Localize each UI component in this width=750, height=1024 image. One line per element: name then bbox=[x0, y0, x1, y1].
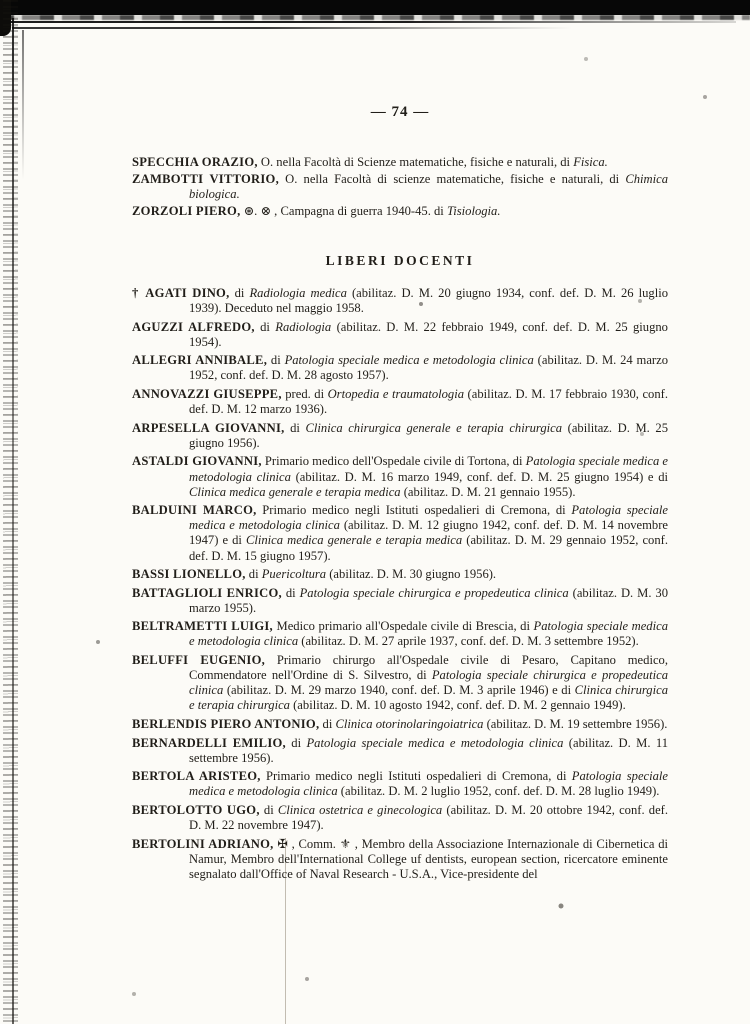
docent-entry bbox=[132, 736, 668, 766]
entry-text: Primario medico negli Istituti ospedalieri di Cremona, di bbox=[256, 503, 572, 518]
docent-entry bbox=[132, 619, 668, 649]
entry-subject: Clinica otorinolaringoiatrica bbox=[335, 716, 484, 731]
section-heading: LIBERI DOCENTI bbox=[325, 253, 475, 268]
entry-text: di bbox=[254, 319, 276, 334]
professor-entry bbox=[132, 204, 668, 219]
entry-text: di bbox=[259, 802, 278, 817]
entry-text: di bbox=[229, 286, 250, 300]
entry-text: (abilitaz. D. M. 11 settembre 1956). bbox=[189, 735, 668, 765]
page-number: — 74 — bbox=[370, 104, 430, 120]
professor-entry bbox=[132, 155, 668, 170]
entry-text: (abilitaz. D. M. 17 febbraio 1930, conf. def. D. M. 12 marzo 1936). bbox=[189, 387, 668, 417]
entry-text: di bbox=[245, 567, 262, 582]
entry-subject: Patologia speciale medica e metodologia clinica bbox=[189, 769, 669, 799]
entry-subject: Ortopedia e traumatologia bbox=[327, 387, 465, 402]
entry-text: (abilitaz. D. M. 22 febbraio 1949, conf. def. D. M. 25 giugno 1954). bbox=[189, 319, 668, 349]
docent-entry bbox=[132, 353, 668, 383]
entry-text: Medico primario all'Ospedale civile di Brescia, di bbox=[272, 619, 534, 634]
entry-text: (abilitaz. D. M. 21 gennaio 1955). bbox=[400, 484, 576, 499]
entry-text: Primario medico dell'Ospedale civile di Tortona, di bbox=[261, 454, 526, 469]
entry-name: AGUZZI ALFREDO, bbox=[132, 319, 255, 334]
deceased-dagger-icon: † bbox=[132, 286, 146, 300]
entry-text: di bbox=[284, 420, 306, 435]
entry-name: ANNOVAZZI GIUSEPPE, bbox=[132, 387, 282, 402]
entry-name: BERNARDELLI EMILIO, bbox=[132, 735, 286, 750]
entry-subject: Patologia speciale medica e metodologia clinica bbox=[189, 503, 668, 533]
docent-entry bbox=[132, 837, 668, 882]
professor-entry bbox=[132, 172, 668, 202]
entry-name: BATTAGLIOLI ENRICO, bbox=[132, 585, 282, 600]
entry-text: (abilitaz. D. M. 20 ottobre 1942, conf. def. D. M. 22 novembre 1947). bbox=[189, 802, 668, 832]
liberi-docenti-list bbox=[132, 286, 668, 885]
entry-text: Primario chirurgo all'Ospedale civile di Pesaro, Capitano medico, Commendatore nell'Ordine di S. Silvestro, di bbox=[189, 653, 668, 683]
entry-subject: Radiologia bbox=[275, 319, 332, 334]
docent-entry bbox=[132, 387, 668, 417]
entry-subject: Patologia speciale medica e metodologia clinica bbox=[189, 454, 669, 484]
entry-text: (abilitaz. D. M. 30 marzo 1955). bbox=[189, 585, 669, 615]
scan-frame-line-vertical-2 bbox=[22, 30, 24, 180]
entry-name: BASSI LIONELLO, bbox=[132, 567, 246, 582]
entry-text: (abilitaz. D. M. 29 gennaio 1952, conf. def. D. M. 15 giugno 1957). bbox=[189, 533, 668, 563]
entry-name: BERTOLINI ADRIANO, bbox=[132, 836, 274, 851]
docent-entry bbox=[132, 286, 668, 316]
entry-text: di bbox=[319, 716, 336, 731]
entry-subject: Tisiologia. bbox=[446, 204, 501, 219]
entry-subject: Clinica chirurgica generale e terapia chirurgica bbox=[305, 420, 563, 435]
entry-text: di bbox=[267, 353, 285, 368]
entry-subject: Clinica ostetrica e ginecologica bbox=[277, 802, 443, 817]
professors-list bbox=[132, 155, 668, 221]
entry-subject: Puericoltura bbox=[261, 567, 327, 582]
entry-text: O. nella Facoltà di scienze matematiche, fisiche e naturali, di bbox=[279, 172, 626, 187]
entry-text: Primario medico negli Istituti ospedalieri di Cremona, di bbox=[260, 769, 572, 784]
entry-text: (abilitaz. D. M. 19 settembre 1956). bbox=[483, 716, 668, 731]
entry-name: ARPESELLA GIOVANNI, bbox=[132, 420, 285, 435]
entry-text: pred. di bbox=[281, 387, 328, 402]
scan-dust-specks bbox=[0, 0, 2, 2]
entry-name: ZAMBOTTI VITTORIO, bbox=[132, 172, 280, 187]
docent-entry bbox=[132, 803, 668, 833]
docent-entry bbox=[132, 717, 668, 732]
entry-name: ALLEGRI ANNIBALE, bbox=[132, 353, 268, 368]
entry-name: ZORZOLI PIERO, bbox=[132, 204, 241, 219]
entry-name: BELTRAMETTI LUIGI, bbox=[132, 619, 273, 634]
docent-entry bbox=[132, 320, 668, 350]
entry-text: (abilitaz. D. M. 12 giugno 1942, conf. def. D. M. 14 novembre 1947) e di bbox=[189, 518, 669, 548]
entry-subject: Clinica chirurgica e terapia chirurgica bbox=[189, 683, 668, 713]
entry-subject: Patologia speciale chirurgica e propedeutica clinica bbox=[299, 585, 569, 600]
entry-subject: Radiologia medica bbox=[249, 286, 347, 300]
entry-text: (abilitaz. D. M. 20 giugno 1934, conf. def. D. M. 26 luglio 1939). Deceduto nel maggio 1958. bbox=[189, 286, 668, 316]
entry-name: BERTOLA ARISTEO, bbox=[132, 769, 261, 784]
docent-entry bbox=[132, 454, 668, 499]
docent-entry bbox=[132, 567, 668, 582]
entry-text: (abilitaz. D. M. 24 marzo 1952, conf. def. D. M. 28 agosto 1957). bbox=[189, 353, 669, 383]
entry-name: AGATI DINO, bbox=[145, 286, 230, 300]
entry-text: (abilitaz. D. M. 27 aprile 1937, conf. def. D. M. 3 settembre 1952). bbox=[298, 634, 639, 649]
scan-top-band-ragged-edge bbox=[0, 15, 750, 20]
entry-subject: Fisica. bbox=[573, 155, 608, 169]
entry-subject: Patologia speciale chirurgica e propedeutica clinica bbox=[189, 668, 668, 698]
entry-name: SPECCHIA ORAZIO, bbox=[132, 155, 258, 169]
entry-subject: Patologia speciale medica e metodologia clinica bbox=[284, 353, 534, 368]
entry-subject: Patologia speciale medica e metodologia clinica bbox=[189, 619, 668, 649]
binding-edge-texture bbox=[3, 0, 18, 1024]
entry-text: (abilitaz. D. M. 16 marzo 1949, conf. def. D. M. 25 giugno 1954) e di bbox=[290, 469, 668, 484]
docent-entry bbox=[132, 586, 668, 616]
entry-text: di bbox=[285, 735, 307, 750]
entry-subject: Chimica biologica. bbox=[189, 172, 668, 202]
entry-text honors-cross-icon: ✠ , Comm. ⚜ , Membro della Associazione Internazionale di Cibernetica di Namur, Membro dell'International College uf dentists, european section, ricercatore eminente segnalato dall'Office of Naval Research - U.S.A., Vice-presidente del bbox=[189, 836, 668, 881]
docent-entry bbox=[132, 421, 668, 451]
entry-text: (abilitaz. D. M. 2 luglio 1952, conf. def. D. M. 28 luglio 1949). bbox=[337, 784, 660, 799]
entry-text: (abilitaz. D. M. 10 agosto 1942, conf. def. D. M. 2 gennaio 1949). bbox=[289, 698, 626, 713]
entry-name: BERTOLOTTO UGO, bbox=[132, 802, 260, 817]
entry-text: (abilitaz. D. M. 30 giugno 1956). bbox=[326, 567, 497, 582]
entry-text: (abilitaz. D. M. 29 marzo 1940, conf. def. D. M. 3 aprile 1946) e di bbox=[223, 683, 575, 698]
entry-subject: Patologia speciale medica e metodologia clinica bbox=[306, 735, 564, 750]
entry-text war-medal-icons: ⊛. ⊗ , Campagna di guerra 1940-45. di bbox=[240, 204, 447, 219]
entry-name: ASTALDI GIOVANNI, bbox=[132, 454, 262, 469]
entry-subject: Clinica medica generale e terapia medica bbox=[245, 533, 463, 548]
entry-subject: Clinica medica generale e terapia medica bbox=[189, 484, 401, 499]
entry-text: O. nella Facoltà di Scienze matematiche, fisiche e naturali, di bbox=[257, 155, 574, 169]
entry-name: BERLENDIS PIERO ANTONIO, bbox=[132, 716, 320, 731]
docent-entry bbox=[132, 653, 668, 713]
docent-entry bbox=[132, 769, 668, 799]
entry-name: BALDUINI MARCO, bbox=[132, 503, 257, 518]
entry-text: di bbox=[281, 585, 300, 600]
entry-text: (abilitaz. D. M. 25 giugno 1956). bbox=[189, 420, 669, 450]
entry-name: BELUFFI EUGENIO, bbox=[132, 653, 266, 668]
scan-top-band bbox=[0, 0, 750, 15]
scan-frame-line-horizontal-2 bbox=[12, 27, 572, 29]
scan-frame-line-horizontal-1 bbox=[6, 21, 736, 23]
docent-entry bbox=[132, 503, 668, 563]
